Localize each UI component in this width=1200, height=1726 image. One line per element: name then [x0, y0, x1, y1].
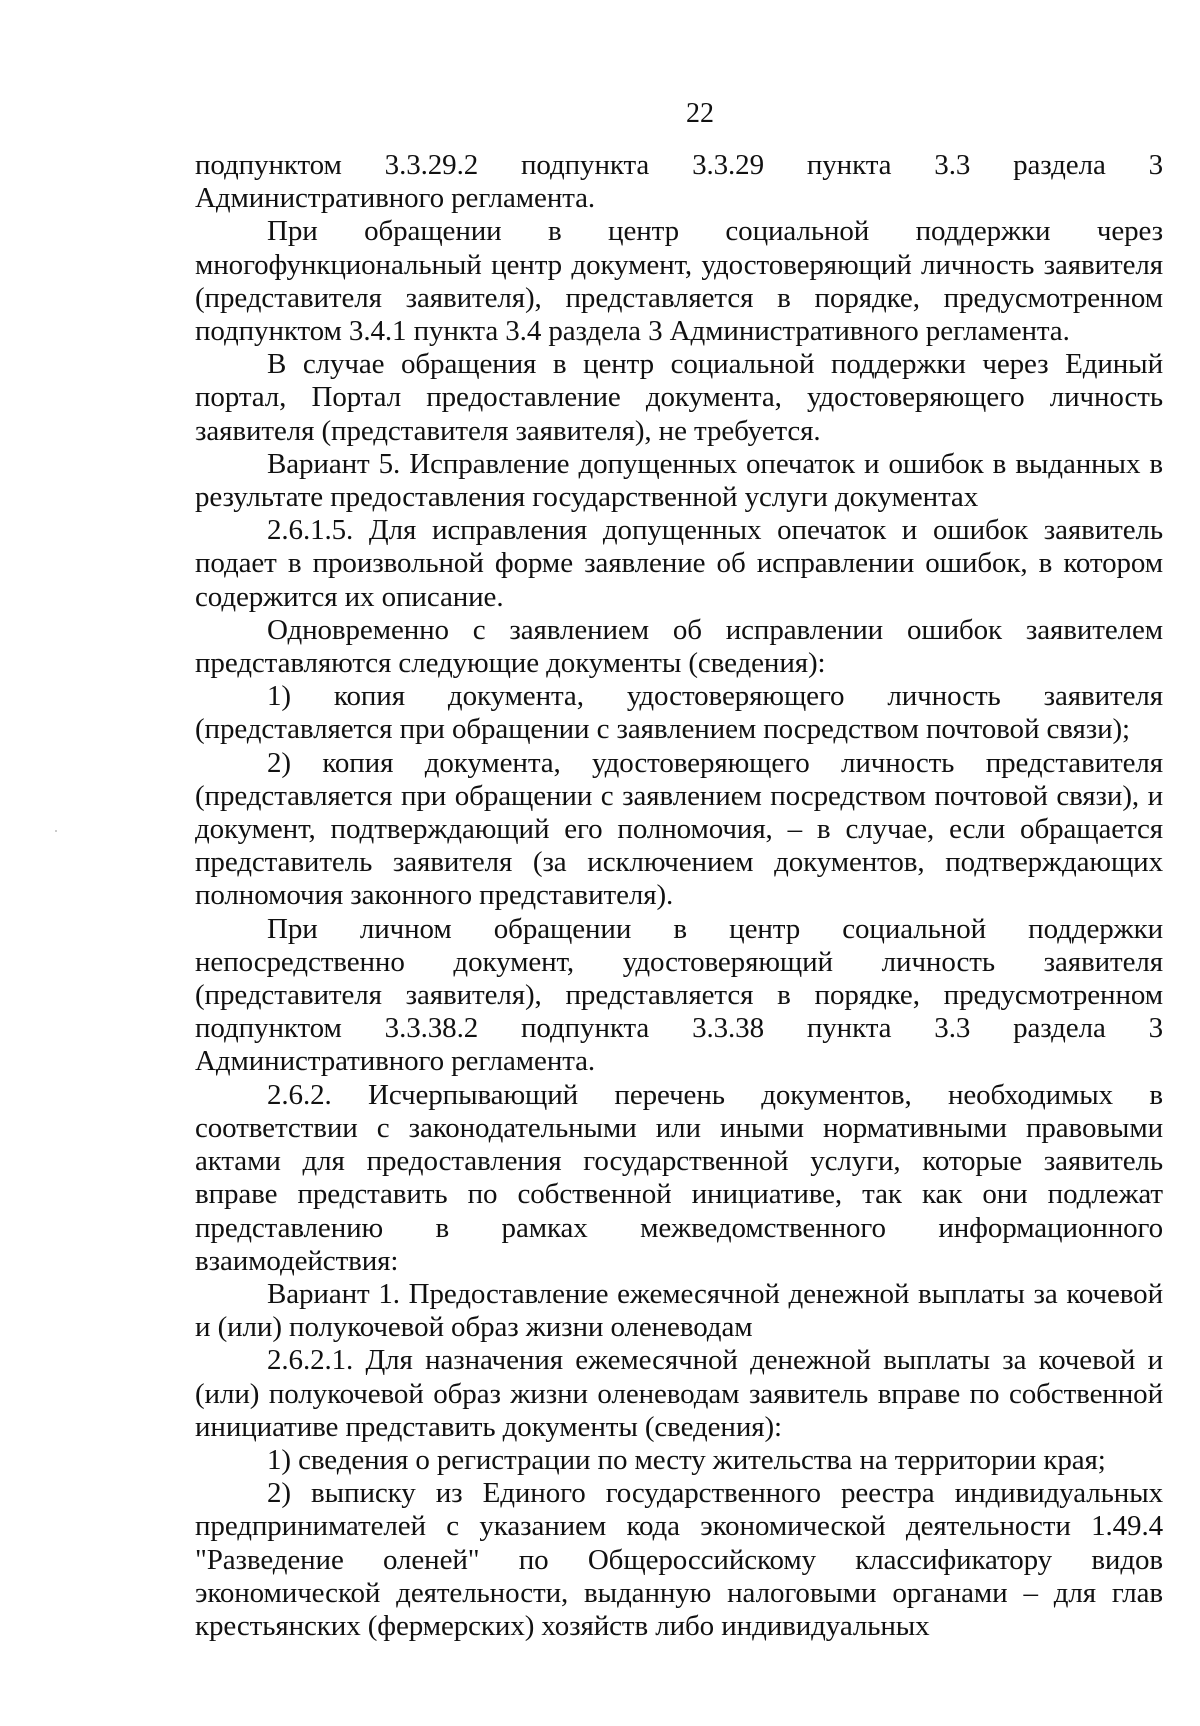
paragraph-personal-visit: При личном обращении в центр социальной поддержки непосредственно документ, удостоверяющий личность заявителя (представителя заявителя), представляется в порядке, предусмотренном подпунктом 3.3.38.2 подпункта 3.3.38 пункта 3.3 раздела 3 Административного регламента. [195, 912, 1163, 1078]
paragraph-portal-submission: В случае обращения в центр социальной поддержки через Единый портал, Портал предоставление документа, удостоверяющего личность заявителя (представителя заявителя), не требуется. [195, 348, 1163, 447]
list-item-registry-extract: 2) выписку из Единого государственного реестра индивидуальных предпринимателей с указанием кода экономической деятельности 1.49.4 "Разведение оленей" по Общероссийскому классификатору видов экономической деятельности, выданную налоговыми органами – для глав крестьянских (фермерских) хозяйств либо индивидуальных [195, 1477, 1163, 1642]
paragraph-continuation: подпунктом 3.3.29.2 подпункта 3.3.29 пункта 3.3 раздела 3 Административного регламента. [195, 149, 1163, 215]
paragraph-2-6-1-5: 2.6.1.5. Для исправления допущенных опечаток и ошибок заявитель подает в произвольной форме заявление об исправлении ошибок, в котором содержится их описание. [195, 514, 1163, 613]
scan-dot [55, 830, 57, 832]
paragraph-2-6-2-1: 2.6.2.1. Для назначения ежемесячной денежной выплаты за кочевой и (или) полукочевой образ жизни оленеводам заявитель вправе по собственной инициативе представить документы (сведения): [195, 1344, 1163, 1443]
paragraph-variant-1-heading: Вариант 1. Предоставление ежемесячной денежной выплаты за кочевой и (или) полукочевой образ жизни оленеводам [195, 1277, 1163, 1344]
document-body [195, 149, 1163, 1643]
paragraph-documents-intro: Одновременно с заявлением об исправлении ошибок заявителем представляются следующие документы (сведения): [195, 613, 1163, 680]
page-number: 22 [686, 98, 714, 129]
paragraph-mfc-submission: При обращении в центр социальной поддержки через многофункциональный центр документ, удостоверяющий личность заявителя (представителя заявителя), представляется в порядке, предусмотренном подпунктом 3.4.1 пункта 3.4 раздела 3 Административного регламента. [195, 215, 1163, 348]
paragraph-variant-5-heading: Вариант 5. Исправление допущенных опечаток и ошибок в выданных в результате предоставления государственной услуги документах [195, 447, 1163, 514]
paragraph-2-6-2: 2.6.2. Исчерпывающий перечень документов, необходимых в соответствии с законодательными или иными нормативными правовыми актами для предоставления государственной услуги, которые заявитель вправе представить по собственной инициативе, так как они подлежат представлению в рамках межведомственного информационного взаимодействия: [195, 1078, 1163, 1277]
list-item-registration: 1) сведения о регистрации по месту жительства на территории края; [267, 1443, 1106, 1476]
list-item-2: 2) копия документа, удостоверяющего личность представителя (представляется при обращении с заявлением посредством почтовой связи), и документ, подтверждающий его полномочия, – в случае, если обращается представитель заявителя (за исключением документов, подтверждающих полномочия законного представителя). [195, 746, 1163, 912]
list-item-1: 1) копия документа, удостоверяющего личность заявителя (представляется при обращении с заявлением посредством почтовой связи); [195, 680, 1163, 746]
